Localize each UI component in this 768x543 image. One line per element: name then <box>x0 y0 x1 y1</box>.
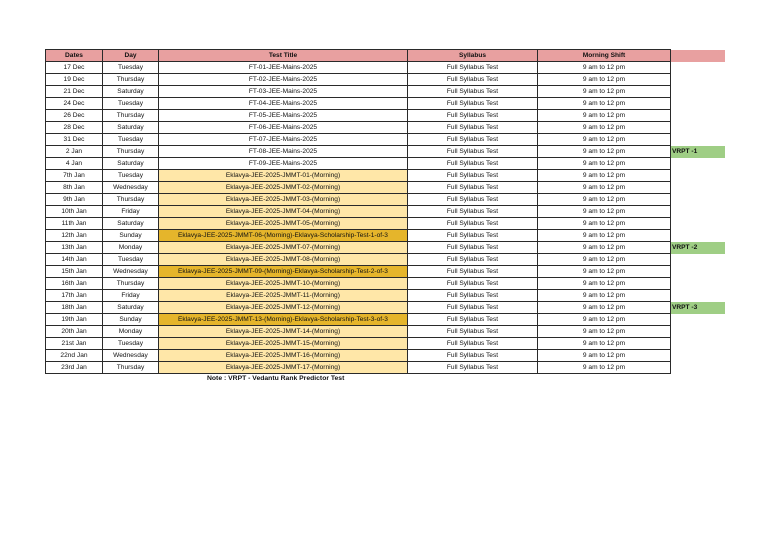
day-cell: Tuesday <box>103 98 159 110</box>
tag-spacer <box>671 98 726 110</box>
test-title-cell: FT-05-JEE-Mains-2025 <box>159 110 408 122</box>
tag-spacer <box>671 74 726 86</box>
test-title-cell: Eklavya-JEE-2025-JMMT-09-(Morning)-Eklavya-Scholarship-Test-2-of-3 <box>159 266 408 278</box>
table-row <box>46 146 726 158</box>
header-dates: Dates <box>46 50 103 62</box>
morning-shift-cell: 9 am to 12 pm <box>538 98 671 110</box>
table-row <box>46 338 726 350</box>
tag-spacer <box>671 326 726 338</box>
date-cell: 7th Jan <box>46 170 103 182</box>
tag-spacer <box>671 350 726 362</box>
day-cell: Tuesday <box>103 62 159 74</box>
table-row <box>46 134 726 146</box>
date-cell: 17th Jan <box>46 290 103 302</box>
table-row <box>46 362 726 374</box>
syllabus-cell: Full Syllabus Test <box>408 362 538 374</box>
tag-spacer <box>671 194 726 206</box>
day-cell: Sunday <box>103 230 159 242</box>
test-title-cell: Eklavya-JEE-2025-JMMT-07-(Morning) <box>159 242 408 254</box>
header-day: Day <box>103 50 159 62</box>
test-title-cell: FT-06-JEE-Mains-2025 <box>159 122 408 134</box>
syllabus-cell: Full Syllabus Test <box>408 206 538 218</box>
syllabus-cell: Full Syllabus Test <box>408 326 538 338</box>
header-row <box>46 50 726 62</box>
header-morning-shift: Morning Shift <box>538 50 671 62</box>
test-title-cell: Eklavya-JEE-2025-JMMT-01-(Morning) <box>159 170 408 182</box>
day-cell: Tuesday <box>103 338 159 350</box>
table-row <box>46 254 726 266</box>
date-cell: 21 Dec <box>46 86 103 98</box>
morning-shift-cell: 9 am to 12 pm <box>538 218 671 230</box>
tag-spacer <box>671 134 726 146</box>
table-row <box>46 98 726 110</box>
morning-shift-cell: 9 am to 12 pm <box>538 146 671 158</box>
morning-shift-cell: 9 am to 12 pm <box>538 62 671 74</box>
morning-shift-cell: 9 am to 12 pm <box>538 182 671 194</box>
test-title-cell: Eklavya-JEE-2025-JMMT-16-(Morning) <box>159 350 408 362</box>
syllabus-cell: Full Syllabus Test <box>408 254 538 266</box>
morning-shift-cell: 9 am to 12 pm <box>538 206 671 218</box>
date-cell: 24 Dec <box>46 98 103 110</box>
table-row <box>46 218 726 230</box>
day-cell: Thursday <box>103 110 159 122</box>
date-cell: 15th Jan <box>46 266 103 278</box>
table-row <box>46 62 726 74</box>
date-cell: 22nd Jan <box>46 350 103 362</box>
vrpt-note: Note : VRPT - Vedantu Rank Predictor Test <box>207 375 345 382</box>
tag-spacer <box>671 266 726 278</box>
test-title-cell: Eklavya-JEE-2025-JMMT-10-(Morning) <box>159 278 408 290</box>
tag-spacer <box>671 62 726 74</box>
test-title-cell: Eklavya-JEE-2025-JMMT-12-(Morning) <box>159 302 408 314</box>
test-title-cell: Eklavya-JEE-2025-JMMT-15-(Morning) <box>159 338 408 350</box>
tag-spacer <box>671 278 726 290</box>
tag-spacer <box>671 110 726 122</box>
date-cell: 26 Dec <box>46 110 103 122</box>
tag-spacer <box>671 86 726 98</box>
date-cell: 13th Jan <box>46 242 103 254</box>
day-cell: Tuesday <box>103 254 159 266</box>
table-row <box>46 326 726 338</box>
date-cell: 28 Dec <box>46 122 103 134</box>
test-title-cell: Eklavya-JEE-2025-JMMT-17-(Morning) <box>159 362 408 374</box>
syllabus-cell: Full Syllabus Test <box>408 266 538 278</box>
syllabus-cell: Full Syllabus Test <box>408 122 538 134</box>
test-title-cell: Eklavya-JEE-2025-JMMT-08-(Morning) <box>159 254 408 266</box>
test-title-cell: Eklavya-JEE-2025-JMMT-11-(Morning) <box>159 290 408 302</box>
syllabus-cell: Full Syllabus Test <box>408 158 538 170</box>
day-cell: Friday <box>103 206 159 218</box>
table-row <box>46 194 726 206</box>
table-row <box>46 266 726 278</box>
header-syllabus: Syllabus <box>408 50 538 62</box>
syllabus-cell: Full Syllabus Test <box>408 110 538 122</box>
tag-spacer <box>671 314 726 326</box>
morning-shift-cell: 9 am to 12 pm <box>538 122 671 134</box>
day-cell: Wednesday <box>103 182 159 194</box>
day-cell: Tuesday <box>103 134 159 146</box>
morning-shift-cell: 9 am to 12 pm <box>538 362 671 374</box>
day-cell: Wednesday <box>103 350 159 362</box>
test-title-cell: Eklavya-JEE-2025-JMMT-05-(Morning) <box>159 218 408 230</box>
day-cell: Thursday <box>103 146 159 158</box>
vrpt-tag: VRPT -3 <box>671 302 726 314</box>
tag-spacer <box>671 170 726 182</box>
tag-spacer <box>671 230 726 242</box>
tag-spacer <box>671 182 726 194</box>
header-test-title: Test Title <box>159 50 408 62</box>
test-title-cell: Eklavya-JEE-2025-JMMT-13-(Morning)-Eklavya-Scholarship-Test-3-of-3 <box>159 314 408 326</box>
table-row <box>46 314 726 326</box>
day-cell: Monday <box>103 242 159 254</box>
test-title-cell: FT-09-JEE-Mains-2025 <box>159 158 408 170</box>
date-cell: 11th Jan <box>46 218 103 230</box>
date-cell: 17 Dec <box>46 62 103 74</box>
syllabus-cell: Full Syllabus Test <box>408 218 538 230</box>
table-row <box>46 230 726 242</box>
morning-shift-cell: 9 am to 12 pm <box>538 242 671 254</box>
test-title-cell: FT-02-JEE-Mains-2025 <box>159 74 408 86</box>
test-title-cell: Eklavya-JEE-2025-JMMT-03-(Morning) <box>159 194 408 206</box>
day-cell: Tuesday <box>103 170 159 182</box>
syllabus-cell: Full Syllabus Test <box>408 182 538 194</box>
test-title-cell: Eklavya-JEE-2025-JMMT-14-(Morning) <box>159 326 408 338</box>
table-row <box>46 110 726 122</box>
tag-spacer <box>671 362 726 374</box>
table-row <box>46 86 726 98</box>
morning-shift-cell: 9 am to 12 pm <box>538 302 671 314</box>
table-row <box>46 242 726 254</box>
test-title-cell: Eklavya-JEE-2025-JMMT-04-(Morning) <box>159 206 408 218</box>
vrpt-tag: VRPT -2 <box>671 242 726 254</box>
tag-spacer <box>671 122 726 134</box>
tag-spacer <box>671 290 726 302</box>
table-row <box>46 74 726 86</box>
date-cell: 19 Dec <box>46 74 103 86</box>
day-cell: Thursday <box>103 194 159 206</box>
schedule-table <box>45 49 726 374</box>
test-title-cell: FT-03-JEE-Mains-2025 <box>159 86 408 98</box>
syllabus-cell: Full Syllabus Test <box>408 230 538 242</box>
test-title-cell: FT-08-JEE-Mains-2025 <box>159 146 408 158</box>
morning-shift-cell: 9 am to 12 pm <box>538 290 671 302</box>
test-title-cell: FT-04-JEE-Mains-2025 <box>159 98 408 110</box>
date-cell: 9th Jan <box>46 194 103 206</box>
day-cell: Thursday <box>103 74 159 86</box>
table-row <box>46 170 726 182</box>
morning-shift-cell: 9 am to 12 pm <box>538 134 671 146</box>
day-cell: Saturday <box>103 86 159 98</box>
date-cell: 2 Jan <box>46 146 103 158</box>
morning-shift-cell: 9 am to 12 pm <box>538 110 671 122</box>
morning-shift-cell: 9 am to 12 pm <box>538 314 671 326</box>
date-cell: 4 Jan <box>46 158 103 170</box>
morning-shift-cell: 9 am to 12 pm <box>538 158 671 170</box>
header-spacer <box>671 50 726 62</box>
syllabus-cell: Full Syllabus Test <box>408 338 538 350</box>
morning-shift-cell: 9 am to 12 pm <box>538 266 671 278</box>
date-cell: 19th Jan <box>46 314 103 326</box>
syllabus-cell: Full Syllabus Test <box>408 194 538 206</box>
date-cell: 16th Jan <box>46 278 103 290</box>
table-row <box>46 122 726 134</box>
morning-shift-cell: 9 am to 12 pm <box>538 86 671 98</box>
morning-shift-cell: 9 am to 12 pm <box>538 254 671 266</box>
tag-spacer <box>671 338 726 350</box>
date-cell: 12th Jan <box>46 230 103 242</box>
day-cell: Friday <box>103 290 159 302</box>
date-cell: 31 Dec <box>46 134 103 146</box>
syllabus-cell: Full Syllabus Test <box>408 350 538 362</box>
morning-shift-cell: 9 am to 12 pm <box>538 194 671 206</box>
morning-shift-cell: 9 am to 12 pm <box>538 170 671 182</box>
syllabus-cell: Full Syllabus Test <box>408 170 538 182</box>
vrpt-tag: VRPT -1 <box>671 146 726 158</box>
date-cell: 23rd Jan <box>46 362 103 374</box>
date-cell: 20th Jan <box>46 326 103 338</box>
syllabus-cell: Full Syllabus Test <box>408 278 538 290</box>
tag-spacer <box>671 158 726 170</box>
date-cell: 8th Jan <box>46 182 103 194</box>
tag-spacer <box>671 218 726 230</box>
table-row <box>46 158 726 170</box>
morning-shift-cell: 9 am to 12 pm <box>538 326 671 338</box>
date-cell: 18th Jan <box>46 302 103 314</box>
tag-spacer <box>671 254 726 266</box>
morning-shift-cell: 9 am to 12 pm <box>538 74 671 86</box>
day-cell: Monday <box>103 326 159 338</box>
table-row <box>46 278 726 290</box>
syllabus-cell: Full Syllabus Test <box>408 62 538 74</box>
test-title-cell: Eklavya-JEE-2025-JMMT-06-(Morning)-Eklavya-Scholarship-Test-1-of-3 <box>159 230 408 242</box>
table-row <box>46 182 726 194</box>
table-row <box>46 350 726 362</box>
day-cell: Saturday <box>103 158 159 170</box>
table-row <box>46 290 726 302</box>
morning-shift-cell: 9 am to 12 pm <box>538 230 671 242</box>
syllabus-cell: Full Syllabus Test <box>408 146 538 158</box>
day-cell: Sunday <box>103 314 159 326</box>
day-cell: Saturday <box>103 302 159 314</box>
tag-spacer <box>671 206 726 218</box>
syllabus-cell: Full Syllabus Test <box>408 290 538 302</box>
syllabus-cell: Full Syllabus Test <box>408 134 538 146</box>
morning-shift-cell: 9 am to 12 pm <box>538 278 671 290</box>
day-cell: Wednesday <box>103 266 159 278</box>
table-row <box>46 206 726 218</box>
syllabus-cell: Full Syllabus Test <box>408 302 538 314</box>
test-title-cell: FT-07-JEE-Mains-2025 <box>159 134 408 146</box>
day-cell: Thursday <box>103 278 159 290</box>
day-cell: Saturday <box>103 218 159 230</box>
morning-shift-cell: 9 am to 12 pm <box>538 338 671 350</box>
syllabus-cell: Full Syllabus Test <box>408 242 538 254</box>
syllabus-cell: Full Syllabus Test <box>408 86 538 98</box>
day-cell: Saturday <box>103 122 159 134</box>
date-cell: 21st Jan <box>46 338 103 350</box>
morning-shift-cell: 9 am to 12 pm <box>538 350 671 362</box>
syllabus-cell: Full Syllabus Test <box>408 98 538 110</box>
test-title-cell: Eklavya-JEE-2025-JMMT-02-(Morning) <box>159 182 408 194</box>
table-row <box>46 302 726 314</box>
date-cell: 10th Jan <box>46 206 103 218</box>
day-cell: Thursday <box>103 362 159 374</box>
date-cell: 14th Jan <box>46 254 103 266</box>
syllabus-cell: Full Syllabus Test <box>408 74 538 86</box>
syllabus-cell: Full Syllabus Test <box>408 314 538 326</box>
test-title-cell: FT-01-JEE-Mains-2025 <box>159 62 408 74</box>
